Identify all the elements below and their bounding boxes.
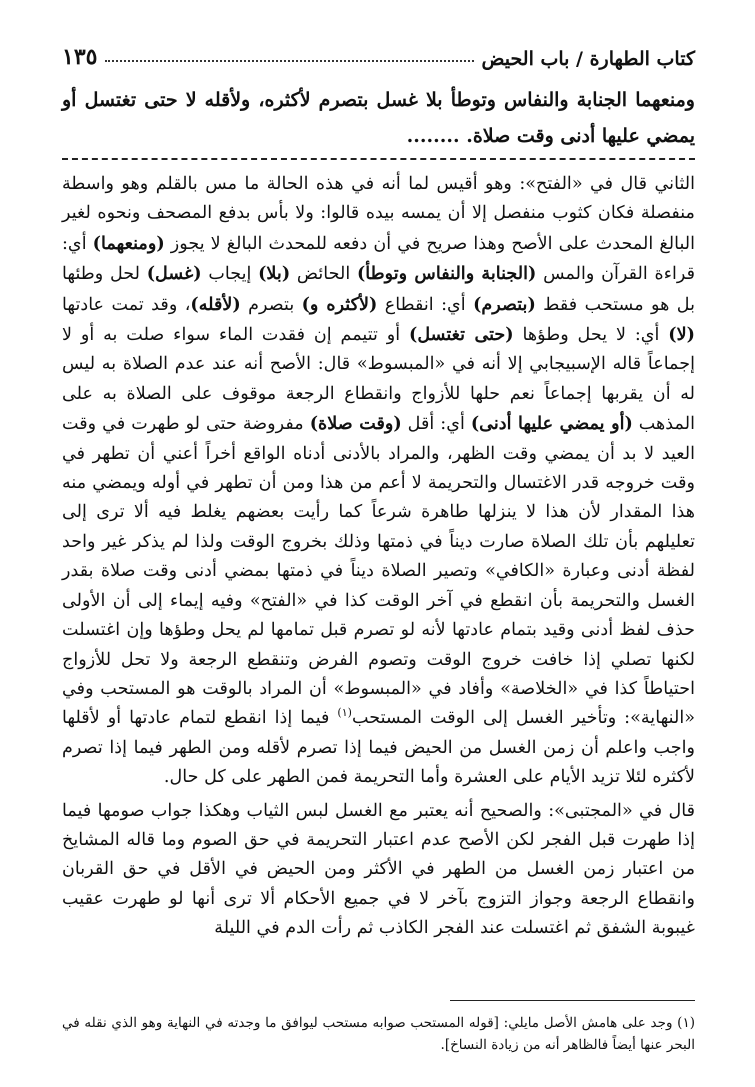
commentary-text: إيجاب (201, 264, 259, 285)
commentary-text: أي: انقطاع (377, 294, 474, 315)
footnote-rule (450, 1000, 695, 1001)
commentary-text: الثاني قال في «الفتح»: وهو أقيس لما أنه في هذه الحالة ما مس بالقلم وهو واسطة منفصلة فكان كثوب منفصل إلا أن يمسه بيده قالوا: ولا بأس بدفع المصحف ونحوه لغير البالغ المحدث على الأصح وهذا صريح في أن دفعه للمحدث البالغ لا يجوز (62, 174, 695, 254)
header-dotted-leader (105, 60, 473, 62)
page-header (62, 38, 695, 70)
running-title: كتاب الطهارة / باب الحيض (481, 48, 695, 70)
quoted-matn: (الجنابة والنفاس وتوطأ) (356, 263, 537, 285)
commentary-text: الحائض (290, 264, 357, 285)
quoted-matn: (غسل) (146, 263, 202, 285)
commentary-text: ، وقد تمت عادتها (62, 294, 191, 315)
matn-commentary-separator (62, 158, 695, 160)
commentary-paragraph: قال في «المجتبى»: والصحيح أنه يعتبر مع الغسل لبس الثياب وهكذا جواب صومها فيما إذا طهرت قبل الفجر لكن الأصح عدم اعتبار التحريمة في حق الصوم وما قاله المشايخ من اعتبار زمن الغسل من الطهر في الأكثر ومن الحيض في الأقل في حق القربان وانقطاع الرجعة وجواز التزوج بآخر لا في جميع الأحكام ألا ترى أنها لو طهرت عقيب غيبوبة الشفق ثم اغتسلت عند الفجر الكاذب ثم رأت الدم في الليلة (62, 800, 695, 939)
commentary-text: أي: لا يحل وطؤها (513, 325, 669, 346)
footnote: (١) وجد على هامش الأصل مايلي: [قوله المستحب صوابه مستحب ليوافق ما وجدته في النهاية وهو الذي نقله في البحر عنها أيضاً فالظاهر أنه من زيادة النساخ]. (62, 1015, 695, 1053)
quoted-matn: (بتصرم) (473, 293, 536, 315)
quoted-matn: (حتى تغتسل) (409, 324, 514, 346)
commentary-text: أي: قراءة القرآن والمس (62, 233, 695, 285)
commentary-text: بتصرم (240, 294, 302, 315)
commentary-text: لحل وطئها بل هو مستحب فقط (62, 264, 695, 315)
quoted-matn: (بلا) (258, 263, 291, 285)
matn-end-dots: ........ (406, 125, 460, 147)
commentary-text: مفروضة حتى لو طهرت في وقت العيد لا بد أن يمضي وقت الظهر، والمراد بالأدنى أدناه الواقع أخراً أعني أن تطهر في وقت خروجه قدر الاغتسال والتحريمة لا أعم من هذا ومن أن تطهر في أوله ويمضي منه هذا المقدار لأن هذا لا ينزلها طاهرة شرعاً كما رأيت بعضهم يغلط فيه ألا ترى إلى تعليلهم بأن تلك الصلاة صارت ديناً في ذمتها وذلك بخروج الوقت ولذا لم يذكر غير واحد لفظة أدنى وعبارة «الكافي» وتصير الصلاة ديناً في ذمتها بمضي أدنى وقت صلاة بقدر الغسل والتحريمة بأن انقطع في آخر الوقت كذا في «الفتح» وفيه إيماء إلى أن الأولى حذف لفظ أدنى وقيد بتمام عادتها لأنه لو تصرم قبل تمامها لم يحل وطؤها وإن اغتسلت لكنها تصلي إذا خافت خروج الوقت وتصوم الفرض وتنقطع الرجعة ولا تحل للأزواج احتياطاً كذا في «الخلاصة» وأفاد في «المبسوط» أن المراد بالوقت هو المستحب وفي «النهاية»: وتأخير الغسل إلى الوقت المستحب (62, 414, 695, 729)
matn-text-block (62, 82, 695, 154)
quoted-matn: (ومنعهما) (92, 232, 165, 254)
quoted-matn: (أو يمضي عليها أدنى) (470, 413, 633, 435)
commentary-paragraph (62, 170, 695, 793)
commentary-body (62, 170, 695, 944)
quoted-matn: (لأكثره و) (301, 293, 378, 315)
quoted-matn: (لا) (668, 324, 695, 346)
quoted-matn: (وقت صلاة) (309, 413, 402, 435)
commentary-text: فيما إذا انقطع لتمام عادتها أو لأقلها واجب واعلم أن زمن الغسل من الحيض فيما إذا تصرم لأقله ومن الطهر فيما إذا تصرم لأكثره لئلا تزيد الأيام على العشرة وأما التحريمة فمن الطهر على كل حال. (62, 708, 695, 788)
commentary-text: أو تتيمم إن فقدت الماء سواء صلت به أو لا إجماعاً قاله الإسبيجابي إلا أنه في «المبسوط» قال: الأصح أنه عند عدم الصلاة به ليس له أن يقربها إجماعاً نعم حلها للأزواج وانقطاع الرجعة موقوف على الصلاة به على المذهب (62, 325, 695, 435)
footnote-reference: (١) (337, 706, 352, 720)
commentary-text: أي: أقل (401, 414, 471, 435)
matn-text: ومنعهما الجنابة والنفاس وتوطأ بلا غسل بتصرم لأكثره، ولأقله لا حتى تغتسل أو يمضي عليها أدنى وقت صلاة. (62, 89, 695, 147)
quoted-matn: (لأقله) (190, 293, 241, 315)
page-number: ١٣٥ (62, 44, 98, 70)
